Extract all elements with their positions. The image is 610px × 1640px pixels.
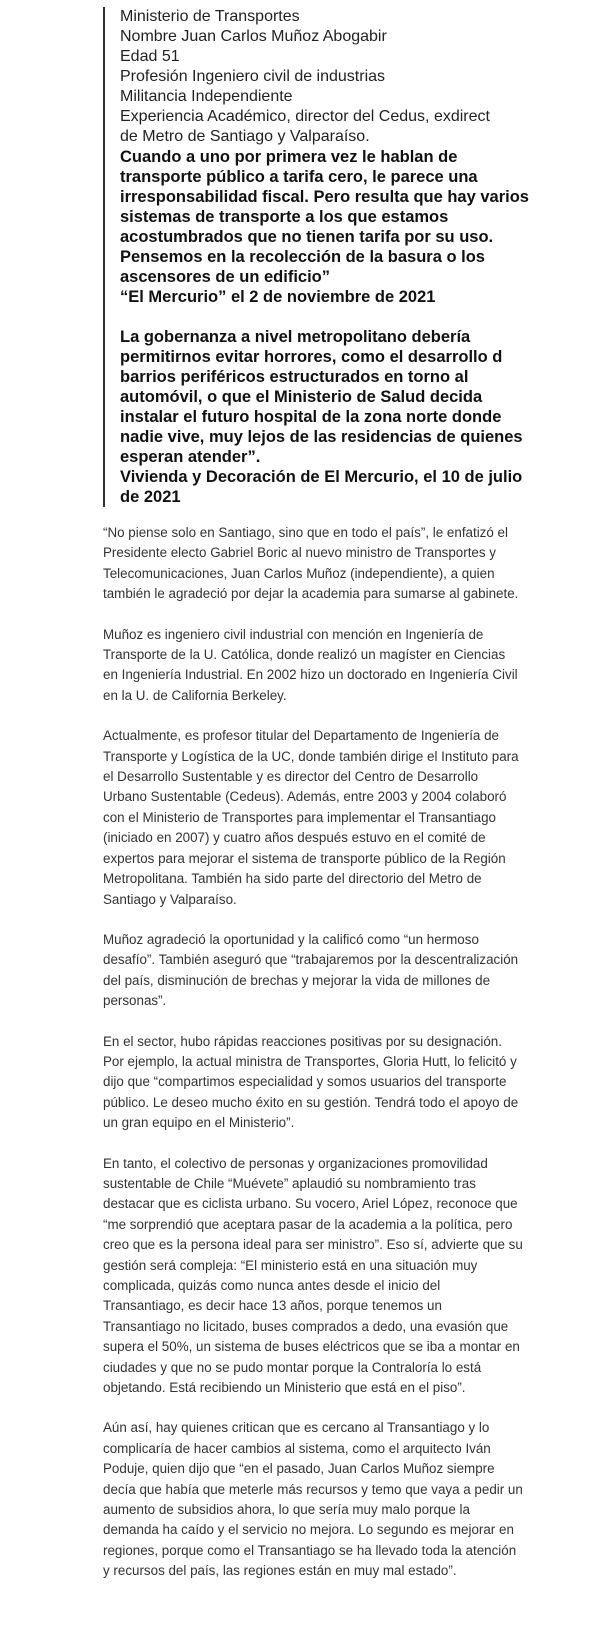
profile-experience-cont: de Metro de Santiago y Valparaíso. <box>120 128 370 145</box>
article-paragraph: En tanto, el colectivo de personas y organizaciones promovilidad sustentable de Chile “Muévete” aplaudió su nombramiento tras destacar que es ciclista urbano. Su vocero, Ariel López, reconoce que “me sorprendió que aceptara pasar de la academia a la política, pero creo que es la persona ideal para ser ministro”. Eso sí, advierte que su gestión será compleja: “El ministerio está en una situación muy complicada, quizás como nunca antes desde el inicio del Transantiago, es decir hace 13 años, porque tenemos un Transantiago no licitado, buses comprados a dedo, una evasión que supera el 50%, un sistema de buses eléctricos que se iba a montar en ciudades y que no se pudo montar porque la Contraloría lo está objetando. Está recibiendo un Ministerio que está en el piso”. <box>103 1155 523 1396</box>
quote-spacer <box>120 307 540 327</box>
pull-quote-1: Cuando a uno por primera vez le hablan de transporte público a tarifa cero, le parece una irresponsabilidad fiscal. Pero resulta que hay varios sistemas de transporte a los que estamos acostumbrados que no tienen tarifa por su uso. Pensemos en la recolección de la basura o los ascensores de un edificio” <box>120 148 529 286</box>
profile-ministry: Ministerio de Transportes <box>120 8 300 25</box>
article-body <box>103 523 523 1602</box>
profile-age: Edad 51 <box>120 48 180 65</box>
article-paragraph: Aún así, hay quienes critican que es cercano al Transantiago y lo complicaría de hacer cambios al sistema, como el arquitecto Iván Poduje, quien dijo que “en el pasado, Juan Carlos Muñoz siempre decía que había que meterle más recursos y temo que vaya a pedir un aumento de subsidios ahora, lo que sería muy malo porque la demanda ha caído y el servicio no mejora. Lo segundo es mejorar en regiones, porque como el Transantiago se ha llevado toda la atención y recursos del país, las regiones están en muy mal estado”. <box>103 1420 523 1579</box>
article-paragraph: En el sector, hubo rápidas reacciones positivas por su designación. Por ejemplo, la actual ministra de Transportes, Gloria Hutt, lo felicitó y dijo que “compartimos especialidad y somos usuarios del transporte público. Le deseo mucho éxito en su gestión. Tendrá todo el apoyo de un gran equipo en el Ministerio”. <box>103 1033 519 1131</box>
article-paragraph: Actualmente, es profesor titular del Departamento de Ingeniería de Transporte y Logística de la UC, donde también dirige el Instituto para el Desarrollo Sustentable y es director del Centro de Desarrollo Urbano Sustentable (Cedeus). Además, entre 2003 y 2004 colaboró con el Ministerio de Transportes para implementar el Transantiago (iniciado en 2007) y cuatro años después estuvo en el comité de expertos para mejorar el sistema de transporte público de la Región Metropolitana. También ha sido parte del directorio del Metro de Santiago y Valparaíso. <box>103 728 519 907</box>
profile-profession: Profesión Ingeniero civil de industrias <box>120 68 386 85</box>
profile-name: Nombre Juan Carlos Muñoz Abogabir <box>120 28 387 45</box>
profile-party: Militancia Independiente <box>120 88 293 105</box>
article-paragraph: Muñoz es ingeniero civil industrial con mención en Ingeniería de Transporte de la U. Católica, donde realizó un magíster en Ciencias en Ingeniería Industrial. En 2002 hizo un doctorado en Ingeniería Civil en la U. de California Berkeley. <box>103 626 518 703</box>
pull-quote-2-source: Vivienda y Decoración de El Mercurio, el 10 de julio de 2021 <box>120 468 523 506</box>
article-paragraph: Muñoz agradeció la oportunidad y la calificó como “un hermoso desafío”. También aseguró que “trabajaremos por la descentralización del país, disminución de brechas y mejorar la vida de millones de personas”. <box>103 931 519 1009</box>
article-paragraph: “No piense solo en Santiago, sino que en todo el país”, le enfatizó el Presidente electo Gabriel Boric al nuevo ministro de Transportes y Telecomunicaciones, Juan Carlos Muñoz (independiente), a quien también le agradeció por dejar la academia para sumarse al gabinete. <box>103 525 519 602</box>
profile-experience: Experiencia Académico, director del Cedus, exdirect <box>120 108 490 125</box>
pull-quote-1-source: “El Mercurio” el 2 de noviembre de 2021 <box>120 288 436 306</box>
pull-quote-2: La gobernanza a nivel metropolitano debería permitirnos evitar horrores, como el desarrollo d barrios periféricos estructurados en torno al automóvil, o que el Ministerio de Salud decida instalar el futuro hospital de la zona norte donde nadie vive, muy lejos de las residencias de quienes esperan atender”. <box>120 328 523 466</box>
minister-profile-box <box>103 7 540 507</box>
